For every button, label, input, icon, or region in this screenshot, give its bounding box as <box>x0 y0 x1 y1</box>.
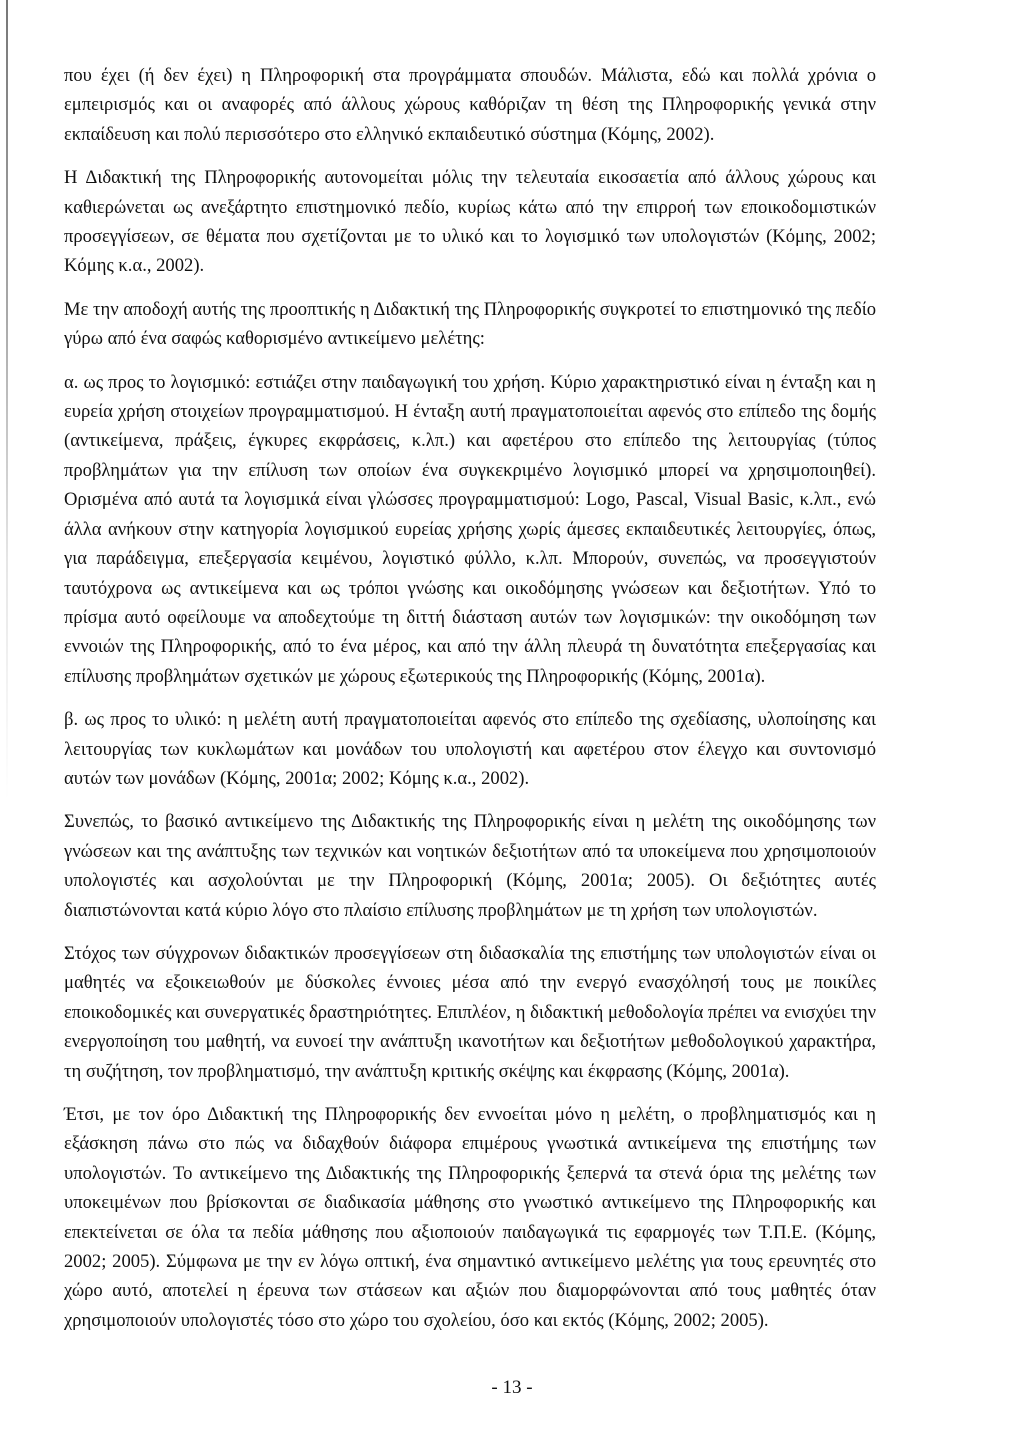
paragraph-8: Έτσι, με τον όρο Διδακτική της Πληροφορικής δεν εννοείται μόνο η μελέτη, ο προβληματισμός και η εξάσκηση πάνω στο πώς να διδαχθούν διάφορα επιμέρους γνωστικά αντικείμενα της επιστήμης των υπολογιστών. Το αντικείμενο της Διδακτικής της Πληροφορικής ξεπερνά τα στενά όρια της μελέτης των υποκειμένων που βρίσκονται σε διαδικασία μάθησης στο γνωστικό αντικείμενο της Πληροφορικής και επεκτείνεται σε όλα τα πεδία μάθησης που αξιοποιούν παιδαγωγικά τις εφαρμογές των Τ.Π.Ε. (Κόμης, 2002; 2005). Σύμφωνα με την εν λόγω οπτική, ένα σημαντικό αντικείμενο μελέτης για τους ερευνητές στο χώρο αυτό, αποτελεί η έρευνα των στάσεων και αξιών που διαμορφώνονται από τους μαθητές όταν χρησιμοποιούν υπολογιστές τόσο στο χώρο του σχολείου, όσο και εκτός (Κόμης, 2002; 2005). <box>64 1104 876 1331</box>
paragraph-3: Με την αποδοχή αυτής της προοπτικής η Διδακτική της Πληροφορικής συγκροτεί το επιστημονικό της πεδίο γύρω από ένα σαφώς καθορισμένο αντικείμενο μελέτης: <box>64 298 876 350</box>
paragraph-software: α. ως προς το λογισμικό: εστιάζει στην παιδαγωγική του χρήση. Κύριο χαρακτηριστικό είναι η ένταξη και η ευρεία χρήση στοιχείων προγραμματισμού. Η ένταξη αυτή πραγματοποιείται αφενός στο επίπεδο της δομής (αντικείμενα, πράξεις, έγκυρες εκφράσεις, κ.λπ.) και αφετέρου στο επίπεδο της λειτουργίας (τύπος προβλημάτων για την επίλυση των οποίων ένα συγκεκριμένο λογισμικό μπορεί να χρησιμοποιηθεί). Ορισμένα από αυτά τα λογισμικά είναι γλώσσες προγραμματισμού: Logo, Pascal, Visual Basic, κ.λπ., ενώ άλλα ανήκουν στην κατηγορία λογισμικού ευρείας χρήσης χωρίς άμεσες εκπαιδευτικές λειτουργίες, όπως, για παράδειγμα, επεξεργασία κειμένου, λογιστικό φύλλο, κ.λπ. Μπορούν, συνεπώς, να προσεγγιστούν ταυτόχρονα ως αντικείμενα και ως τρόποι γνώσης και οικοδόμησης γνώσεων και δεξιοτήτων. Υπό το πρίσμα αυτό οφείλουμε να αποδεχτούμε τη διττή διάσταση αυτών των λογισμικών: την οικοδόμηση των εννοιών της Πληροφορικής, από το ένα μέρος, και από την άλλη πλευρά τη δυνατότητα επεξεργασίας και επίλυσης προβλημάτων σχετικών με χώρους εξωτερικούς της Πληροφορικής (Κόμης, 2001α). <box>64 371 876 687</box>
paragraph-6: Συνεπώς, το βασικό αντικείμενο της Διδακτικής της Πληροφορικής είναι η μελέτη της οικοδόμησης των γνώσεων και της ανάπτυξης των τεχνικών και νοητικών δεξιοτήτων από τα υποκείμενα που χρησιμοποιούν υπολογιστές και ασχολούνται με την Πληροφορική (Κόμης, 2001α; 2005). Οι δεξιότητες αυτές διαπιστώνονται κατά κύριο λόγο στο πλαίσιο επίλυσης προβλημάτων με τη χρήση των υπολογιστών. <box>64 811 876 921</box>
body-text <box>64 61 876 1349</box>
paragraph-1: που έχει (ή δεν έχει) η Πληροφορική στα προγράμματα σπουδών. Μάλιστα, εδώ και πολλά χρόνια ο εμπειρισμός και οι αναφορές από άλλους χώρους καθόριζαν τη θέση της Πληροφορικής γενικά στην εκπαίδευση και πολύ περισσότερο στο ελληνικό εκπαιδευτικό σύστημα (Κόμης, 2002). <box>64 65 876 145</box>
paragraph-hardware: β. ως προς το υλικό: η μελέτη αυτή πραγματοποιείται αφενός στο επίπεδο της σχεδίασης, υλοποίησης και λειτουργίας των κυκλωμάτων και μονάδων του υπολογιστή και αφετέρου στον έλεγχο και συντονισμό αυτών των μονάδων (Κόμης, 2001α; 2002; Κόμης κ.α., 2002). <box>64 709 876 789</box>
paragraph-7: Στόχος των σύγχρονων διδακτικών προσεγγίσεων στη διδασκαλία της επιστήμης των υπολογιστών είναι οι μαθητές να εξοικειωθούν με δύσκολες έννοιες μέσα από την ενεργό ενασχόλησή τους με ποικίλες εποικοδομικές και συνεργατικές δραστηριότητες. Επιπλέον, η διδακτική μεθοδολογία πρέπει να ενισχύει την ενεργοποίηση του μαθητή, να ευνοεί την ανάπτυξη ικανοτήτων και δεξιοτήτων μεθοδολογικού χαρακτήρα, τη συζήτηση, τον προβληματισμό, την ανάπτυξη κριτικής σκέψης και έκφρασης (Κόμης, 2001α). <box>64 942 876 1082</box>
paragraph-2: Η Διδακτική της Πληροφορικής αυτονομείται μόλις την τελευταία εικοσαετία από άλλους χώρους και καθιερώνεται ως ανεξάρτητο επιστημονικό πεδίο, κυρίως κάτω από την επιρροή των εποικοδομιστικών προσεγγίσεων, σε θέματα που σχετίζονται με το υλικό και το λογισμικό των υπολογιστών (Κόμης, 2002; Κόμης κ.α., 2002). <box>64 167 876 277</box>
scan-edge-shadow <box>6 0 8 800</box>
page-number: - 13 - <box>491 1377 533 1398</box>
